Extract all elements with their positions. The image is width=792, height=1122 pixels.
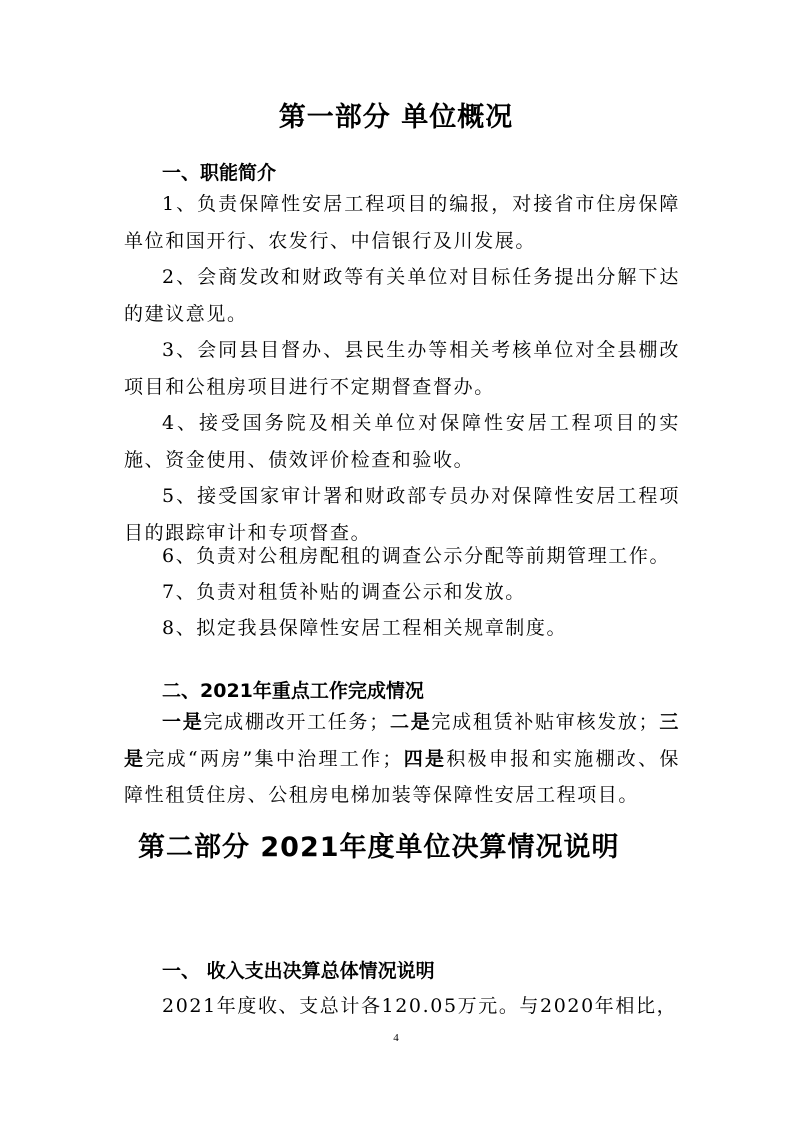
section2-heading: 二、2021年重点工作完成情况 (162, 680, 424, 702)
duty-item-1: 1、负责保障性安居工程项目的编报，对接省市住房保障单位和国开行、农发行、中信银行及川发展。 (124, 193, 680, 252)
part2-title: 第二部分 2021年度单位决算情况说明 (138, 832, 620, 863)
duty-item-7: 7、负责对租赁补贴的调查公示和发放。 (162, 581, 526, 603)
work-item-3-text: 完成“两房”集中治理工作； (145, 747, 404, 770)
duty-item-4: 4、接受国务院及相关单位对保障性安居工程项目的实施、资金使用、债效评价检查和验收。 (124, 412, 680, 471)
work-item-4-text: 积极申报和实施棚改、保障性租赁住房、公租房电梯加装等保障性安居工程项目。 (124, 747, 680, 806)
work-summary-paragraph (124, 704, 680, 814)
part1-title: 第一部分 单位概况 (278, 102, 514, 133)
section3-heading: 一、 收入支出决算总体情况说明 (162, 960, 435, 982)
work-item-2-marker: 二是 (389, 711, 432, 733)
duty-item-8: 8、拟定我县保障性安居工程相关规章制度。 (162, 617, 568, 639)
work-item-4-marker: 四是 (403, 747, 447, 770)
work-item-1-text: 完成棚改开工任务； (203, 711, 390, 733)
work-item-1-marker: 一是 (162, 711, 204, 733)
section3-text: 2021年度收、支总计各120.05万元。与2020年相比， (162, 995, 678, 1017)
duty-item-6: 6、负责对公租房配租的调查公示分配等前期管理工作。 (162, 545, 671, 567)
work-item-3-marker: 三是 (124, 711, 680, 770)
section1-heading: 一、职能简介 (162, 162, 277, 184)
duty-item-5: 5、接受国家审计署和财政部专员办对保障性安居工程项目的跟踪审计和专项督查。 (124, 485, 680, 544)
duty-item-2: 2、会商发改和财政等有关单位对目标任务提出分解下达的建议意见。 (124, 266, 680, 325)
work-item-2-text: 完成租赁补贴审核发放； (431, 711, 660, 733)
duty-item-3: 3、会同县目督办、县民生办等相关考核单位对全县棚改项目和公租房项目进行不定期督查督办。 (124, 339, 680, 398)
page-number: 4 (393, 1032, 399, 1044)
